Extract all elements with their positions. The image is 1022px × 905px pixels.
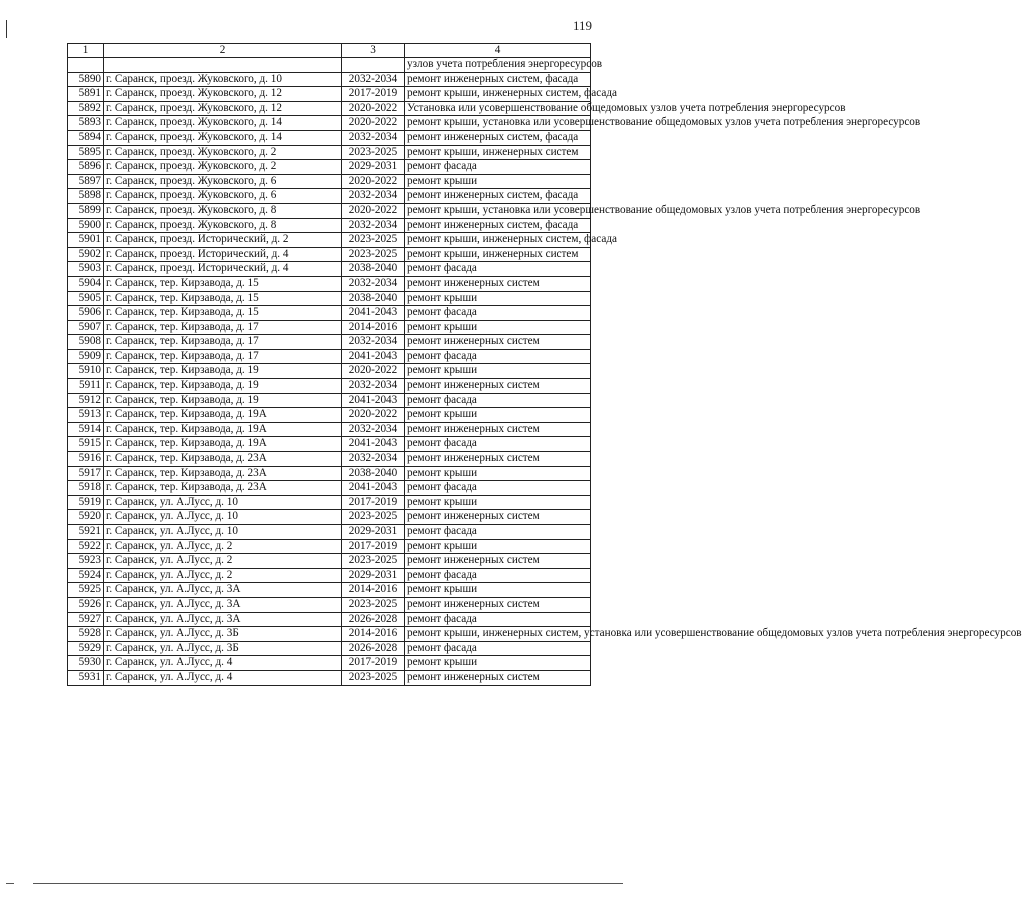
years-cell: 2023-2025 bbox=[342, 247, 405, 262]
years-cell: 2032-2034 bbox=[342, 335, 405, 350]
row-number-cell: 5905 bbox=[68, 291, 104, 306]
years-cell: 2032-2034 bbox=[342, 379, 405, 394]
table-row bbox=[68, 306, 591, 321]
row-number-cell: 5930 bbox=[68, 656, 104, 671]
work-type-cell: ремонт крыши bbox=[405, 408, 591, 423]
work-type-cell: ремонт крыши, установка или усовершенствование общедомовых узлов учета потребления энергоресурсов bbox=[405, 116, 591, 131]
table-row bbox=[68, 218, 591, 233]
years-cell: 2041-2043 bbox=[342, 306, 405, 321]
work-type-cell: ремонт крыши, инженерных систем, фасада bbox=[405, 233, 591, 248]
table-row bbox=[68, 130, 591, 145]
years-cell: 2017-2019 bbox=[342, 495, 405, 510]
years-cell: 2014-2016 bbox=[342, 583, 405, 598]
work-type-cell: ремонт инженерных систем, фасада bbox=[405, 72, 591, 87]
table-row bbox=[68, 174, 591, 189]
row-number-cell: 5902 bbox=[68, 247, 104, 262]
work-type-cell: ремонт фасада bbox=[405, 612, 591, 627]
bottom-tick bbox=[6, 883, 14, 884]
row-number-cell: 5931 bbox=[68, 670, 104, 685]
work-type-cell: ремонт фасада bbox=[405, 393, 591, 408]
row-number-cell: 5929 bbox=[68, 641, 104, 656]
work-type-cell: ремонт фасада bbox=[405, 568, 591, 583]
address-cell: г. Саранск, ул. А.Лусс, д. 10 bbox=[104, 510, 342, 525]
years-cell: 2041-2043 bbox=[342, 481, 405, 496]
row-number-cell: 5917 bbox=[68, 466, 104, 481]
row-number-cell: 5892 bbox=[68, 101, 104, 116]
work-type-cell: ремонт крыши bbox=[405, 539, 591, 554]
row-number-cell: 5919 bbox=[68, 495, 104, 510]
years-cell: 2029-2031 bbox=[342, 160, 405, 175]
row-number-cell: 5927 bbox=[68, 612, 104, 627]
row-number-cell: 5907 bbox=[68, 320, 104, 335]
address-cell: г. Саранск, проезд. Исторический, д. 4 bbox=[104, 247, 342, 262]
work-type-cell: ремонт фасада bbox=[405, 262, 591, 277]
row-number-cell: 5903 bbox=[68, 262, 104, 277]
years-cell: 2029-2031 bbox=[342, 568, 405, 583]
table-row bbox=[68, 641, 591, 656]
work-type-cell: ремонт инженерных систем bbox=[405, 379, 591, 394]
address-cell: г. Саранск, тер. Кирзавода, д. 19 bbox=[104, 393, 342, 408]
work-type-cell: ремонт инженерных систем bbox=[405, 670, 591, 685]
table-row bbox=[68, 481, 591, 496]
address-cell: г. Саранск, ул. А.Лусс, д. 3А bbox=[104, 583, 342, 598]
years-cell: 2020-2022 bbox=[342, 203, 405, 218]
years-cell: 2014-2016 bbox=[342, 320, 405, 335]
work-type-cell: ремонт инженерных систем bbox=[405, 335, 591, 350]
row-number-cell: 5896 bbox=[68, 160, 104, 175]
row-number-cell: 5898 bbox=[68, 189, 104, 204]
address-cell: г. Саранск, проезд. Жуковского, д. 12 bbox=[104, 101, 342, 116]
table-row bbox=[68, 335, 591, 350]
years-cell: 2023-2025 bbox=[342, 670, 405, 685]
work-type-cell: ремонт крыши bbox=[405, 174, 591, 189]
table-row bbox=[68, 276, 591, 291]
years-cell: 2032-2034 bbox=[342, 189, 405, 204]
table-row bbox=[68, 160, 591, 175]
table-row bbox=[68, 452, 591, 467]
work-type-cell: ремонт фасада bbox=[405, 437, 591, 452]
work-type-cell: ремонт крыши, инженерных систем bbox=[405, 247, 591, 262]
row-number-cell: 5900 bbox=[68, 218, 104, 233]
row-number-cell: 5895 bbox=[68, 145, 104, 160]
years-cell: 2032-2034 bbox=[342, 218, 405, 233]
address-cell: г. Саранск, ул. А.Лусс, д. 10 bbox=[104, 525, 342, 540]
address-cell: г. Саранск, проезд. Жуковского, д. 8 bbox=[104, 203, 342, 218]
address-cell: г. Саранск, тер. Кирзавода, д. 19А bbox=[104, 422, 342, 437]
table-row bbox=[68, 422, 591, 437]
years-cell: 2023-2025 bbox=[342, 554, 405, 569]
work-type-cell: ремонт крыши, инженерных систем bbox=[405, 145, 591, 160]
work-type-cell: ремонт фасада bbox=[405, 349, 591, 364]
years-cell: 2020-2022 bbox=[342, 116, 405, 131]
row-number-cell: 5918 bbox=[68, 481, 104, 496]
address-cell: г. Саранск, ул. А.Лусс, д. 3А bbox=[104, 597, 342, 612]
years-cell: 2020-2022 bbox=[342, 408, 405, 423]
address-cell: г. Саранск, тер. Кирзавода, д. 17 bbox=[104, 335, 342, 350]
address-cell: г. Саранск, проезд. Жуковского, д. 6 bbox=[104, 174, 342, 189]
row-number-cell: 5925 bbox=[68, 583, 104, 598]
table-row bbox=[68, 583, 591, 598]
address-cell: г. Саранск, тер. Кирзавода, д. 23А bbox=[104, 481, 342, 496]
table-row bbox=[68, 349, 591, 364]
row-number-cell: 5923 bbox=[68, 554, 104, 569]
table-row bbox=[68, 670, 591, 685]
work-type-cell: ремонт фасада bbox=[405, 306, 591, 321]
table-row bbox=[68, 656, 591, 671]
address-cell: г. Саранск, тер. Кирзавода, д. 19А bbox=[104, 437, 342, 452]
row-number-cell: 5909 bbox=[68, 349, 104, 364]
table-row bbox=[68, 291, 591, 306]
table-row bbox=[68, 539, 591, 554]
years-cell: 2023-2025 bbox=[342, 597, 405, 612]
table-row bbox=[68, 203, 591, 218]
work-type-cell: ремонт инженерных систем, фасада bbox=[405, 189, 591, 204]
years-cell: 2020-2022 bbox=[342, 101, 405, 116]
address-cell: г. Саранск, тер. Кирзавода, д. 23А bbox=[104, 452, 342, 467]
years-cell: 2032-2034 bbox=[342, 422, 405, 437]
years-cell: 2038-2040 bbox=[342, 291, 405, 306]
work-type-cell: ремонт фасада bbox=[405, 641, 591, 656]
address-cell: г. Саранск, ул. А.Лусс, д. 3А bbox=[104, 612, 342, 627]
address-cell: г. Саранск, проезд. Жуковского, д. 14 bbox=[104, 130, 342, 145]
work-type-cell: ремонт инженерных систем, фасада bbox=[405, 218, 591, 233]
table-row bbox=[68, 101, 591, 116]
row-number-cell: 5928 bbox=[68, 627, 104, 642]
row-number-cell: 5912 bbox=[68, 393, 104, 408]
row-number-cell: 5926 bbox=[68, 597, 104, 612]
row-number-cell: 5921 bbox=[68, 525, 104, 540]
work-type-cell: ремонт инженерных систем bbox=[405, 554, 591, 569]
years-cell: 2041-2043 bbox=[342, 393, 405, 408]
address-cell: г. Саранск, проезд. Жуковского, д. 12 bbox=[104, 87, 342, 102]
work-type-cell: ремонт крыши bbox=[405, 656, 591, 671]
repair-schedule-table bbox=[67, 43, 1022, 686]
row-number-cell: 5899 bbox=[68, 203, 104, 218]
years-cell: 2026-2028 bbox=[342, 641, 405, 656]
row-number-cell: 5908 bbox=[68, 335, 104, 350]
column-header-years: 3 bbox=[342, 44, 405, 58]
bottom-rule bbox=[33, 883, 623, 884]
table-row bbox=[68, 393, 591, 408]
years-cell: 2020-2022 bbox=[342, 364, 405, 379]
table-row bbox=[68, 116, 591, 131]
table-row bbox=[68, 554, 591, 569]
work-type-cell: ремонт крыши bbox=[405, 291, 591, 306]
work-type-cell: ремонт инженерных систем bbox=[405, 422, 591, 437]
table-row bbox=[68, 72, 591, 87]
address-cell: г. Саранск, тер. Кирзавода, д. 15 bbox=[104, 306, 342, 321]
table-row bbox=[68, 525, 591, 540]
table-row bbox=[68, 466, 591, 481]
work-type-cell: ремонт инженерных систем bbox=[405, 597, 591, 612]
table-body bbox=[68, 58, 1022, 686]
work-type-cell: ремонт инженерных систем bbox=[405, 452, 591, 467]
address-cell: г. Саранск, проезд. Исторический, д. 2 bbox=[104, 233, 342, 248]
years-cell: 2038-2040 bbox=[342, 466, 405, 481]
work-type-cell: ремонт крыши, инженерных систем, фасада bbox=[405, 87, 591, 102]
table-row bbox=[68, 145, 591, 160]
table-row bbox=[68, 627, 591, 642]
table-row bbox=[68, 87, 591, 102]
years-cell: 2026-2028 bbox=[342, 612, 405, 627]
table-row bbox=[68, 247, 591, 262]
address-cell: г. Саранск, тер. Кирзавода, д. 19А bbox=[104, 408, 342, 423]
work-type-cell: ремонт крыши bbox=[405, 466, 591, 481]
table-row bbox=[68, 189, 591, 204]
work-type-cell: ремонт фасада bbox=[405, 160, 591, 175]
row-number-cell: 5891 bbox=[68, 87, 104, 102]
years-cell: 2014-2016 bbox=[342, 627, 405, 642]
work-type-cell: ремонт крыши, установка или усовершенствование общедомовых узлов учета потребления энергоресурсов bbox=[405, 203, 591, 218]
table-row bbox=[68, 262, 591, 277]
row-number-cell: 5910 bbox=[68, 364, 104, 379]
work-type-cell: ремонт крыши bbox=[405, 364, 591, 379]
address-cell: г. Саранск, тер. Кирзавода, д. 23А bbox=[104, 466, 342, 481]
years-cell: 2023-2025 bbox=[342, 145, 405, 160]
table-row bbox=[68, 408, 591, 423]
address-cell: г. Саранск, проезд. Исторический, д. 4 bbox=[104, 262, 342, 277]
row-number-cell: 5893 bbox=[68, 116, 104, 131]
address-cell: г. Саранск, ул. А.Лусс, д. 4 bbox=[104, 656, 342, 671]
table-row bbox=[68, 568, 591, 583]
row-number-cell: 5924 bbox=[68, 568, 104, 583]
address-cell: г. Саранск, ул. А.Лусс, д. 2 bbox=[104, 568, 342, 583]
work-type-cell: ремонт крыши bbox=[405, 320, 591, 335]
address-cell: г. Саранск, тер. Кирзавода, д. 19 bbox=[104, 364, 342, 379]
address-cell: г. Саранск, тер. Кирзавода, д. 15 bbox=[104, 276, 342, 291]
work-type-cell: Установка или усовершенствование общедомовых узлов учета потребления энергоресурсов bbox=[405, 101, 591, 116]
years-cell: 2041-2043 bbox=[342, 349, 405, 364]
address-cell: г. Саранск, ул. А.Лусс, д. 2 bbox=[104, 539, 342, 554]
years-cell: 2017-2019 bbox=[342, 539, 405, 554]
years-cell: 2023-2025 bbox=[342, 233, 405, 248]
table-row bbox=[68, 495, 591, 510]
table-row bbox=[68, 233, 591, 248]
row-number-cell bbox=[68, 58, 104, 73]
row-number-cell: 5913 bbox=[68, 408, 104, 423]
table-row bbox=[68, 379, 591, 394]
work-type-cell: ремонт крыши bbox=[405, 583, 591, 598]
years-cell: 2029-2031 bbox=[342, 525, 405, 540]
column-header-number: 1 bbox=[68, 44, 104, 58]
address-cell: г. Саранск, ул. А.Лусс, д. 2 bbox=[104, 554, 342, 569]
column-header-works: 4 bbox=[405, 44, 591, 58]
row-number-cell: 5922 bbox=[68, 539, 104, 554]
address-cell: г. Саранск, тер. Кирзавода, д. 17 bbox=[104, 349, 342, 364]
row-number-cell: 5890 bbox=[68, 72, 104, 87]
address-cell: г. Саранск, проезд. Жуковского, д. 2 bbox=[104, 160, 342, 175]
years-cell: 2032-2034 bbox=[342, 72, 405, 87]
address-cell: г. Саранск, проезд. Жуковского, д. 6 bbox=[104, 189, 342, 204]
address-cell: г. Саранск, тер. Кирзавода, д. 17 bbox=[104, 320, 342, 335]
page-number: 119 bbox=[573, 18, 593, 33]
work-type-cell: ремонт инженерных систем bbox=[405, 510, 591, 525]
table-header-row bbox=[68, 44, 591, 58]
table-row bbox=[68, 612, 591, 627]
table-row bbox=[68, 597, 591, 612]
years-cell: 2032-2034 bbox=[342, 130, 405, 145]
years-cell: 2023-2025 bbox=[342, 510, 405, 525]
row-number-cell: 5894 bbox=[68, 130, 104, 145]
address-cell bbox=[104, 58, 342, 73]
address-cell: г. Саранск, ул. А.Лусс, д. 4 bbox=[104, 670, 342, 685]
table-row bbox=[68, 437, 591, 452]
table-row bbox=[68, 364, 591, 379]
table-row bbox=[68, 510, 591, 525]
years-cell: 2038-2040 bbox=[342, 262, 405, 277]
years-cell: 2032-2034 bbox=[342, 276, 405, 291]
years-cell: 2017-2019 bbox=[342, 656, 405, 671]
address-cell: г. Саранск, ул. А.Лусс, д. 3Б bbox=[104, 627, 342, 642]
work-type-cell: узлов учета потребления энергоресурсов bbox=[405, 58, 591, 73]
row-number-cell: 5906 bbox=[68, 306, 104, 321]
row-number-cell: 5904 bbox=[68, 276, 104, 291]
work-type-cell: ремонт крыши, инженерных систем, установка или усовершенствование общедомовых узлов учета потребления энергоресурсов bbox=[405, 627, 591, 642]
years-cell: 2032-2034 bbox=[342, 452, 405, 467]
address-cell: г. Саранск, проезд. Жуковского, д. 10 bbox=[104, 72, 342, 87]
work-type-cell: ремонт фасада bbox=[405, 525, 591, 540]
table-row bbox=[68, 58, 591, 73]
margin-mark bbox=[6, 20, 7, 38]
row-number-cell: 5914 bbox=[68, 422, 104, 437]
address-cell: г. Саранск, проезд. Жуковского, д. 2 bbox=[104, 145, 342, 160]
row-number-cell: 5911 bbox=[68, 379, 104, 394]
work-type-cell: ремонт крыши bbox=[405, 495, 591, 510]
row-number-cell: 5901 bbox=[68, 233, 104, 248]
row-number-cell: 5920 bbox=[68, 510, 104, 525]
years-cell: 2020-2022 bbox=[342, 174, 405, 189]
address-cell: г. Саранск, ул. А.Лусс, д. 10 bbox=[104, 495, 342, 510]
work-type-cell: ремонт инженерных систем, фасада bbox=[405, 130, 591, 145]
address-cell: г. Саранск, тер. Кирзавода, д. 19 bbox=[104, 379, 342, 394]
address-cell: г. Саранск, ул. А.Лусс, д. 3Б bbox=[104, 641, 342, 656]
work-type-cell: ремонт фасада bbox=[405, 481, 591, 496]
column-header-address: 2 bbox=[104, 44, 342, 58]
work-type-cell: ремонт инженерных систем bbox=[405, 276, 591, 291]
years-cell: 2017-2019 bbox=[342, 87, 405, 102]
row-number-cell: 5897 bbox=[68, 174, 104, 189]
table-row bbox=[68, 320, 591, 335]
years-cell bbox=[342, 58, 405, 73]
address-cell: г. Саранск, тер. Кирзавода, д. 15 bbox=[104, 291, 342, 306]
row-number-cell: 5916 bbox=[68, 452, 104, 467]
row-number-cell: 5915 bbox=[68, 437, 104, 452]
years-cell: 2041-2043 bbox=[342, 437, 405, 452]
address-cell: г. Саранск, проезд. Жуковского, д. 14 bbox=[104, 116, 342, 131]
address-cell: г. Саранск, проезд. Жуковского, д. 8 bbox=[104, 218, 342, 233]
